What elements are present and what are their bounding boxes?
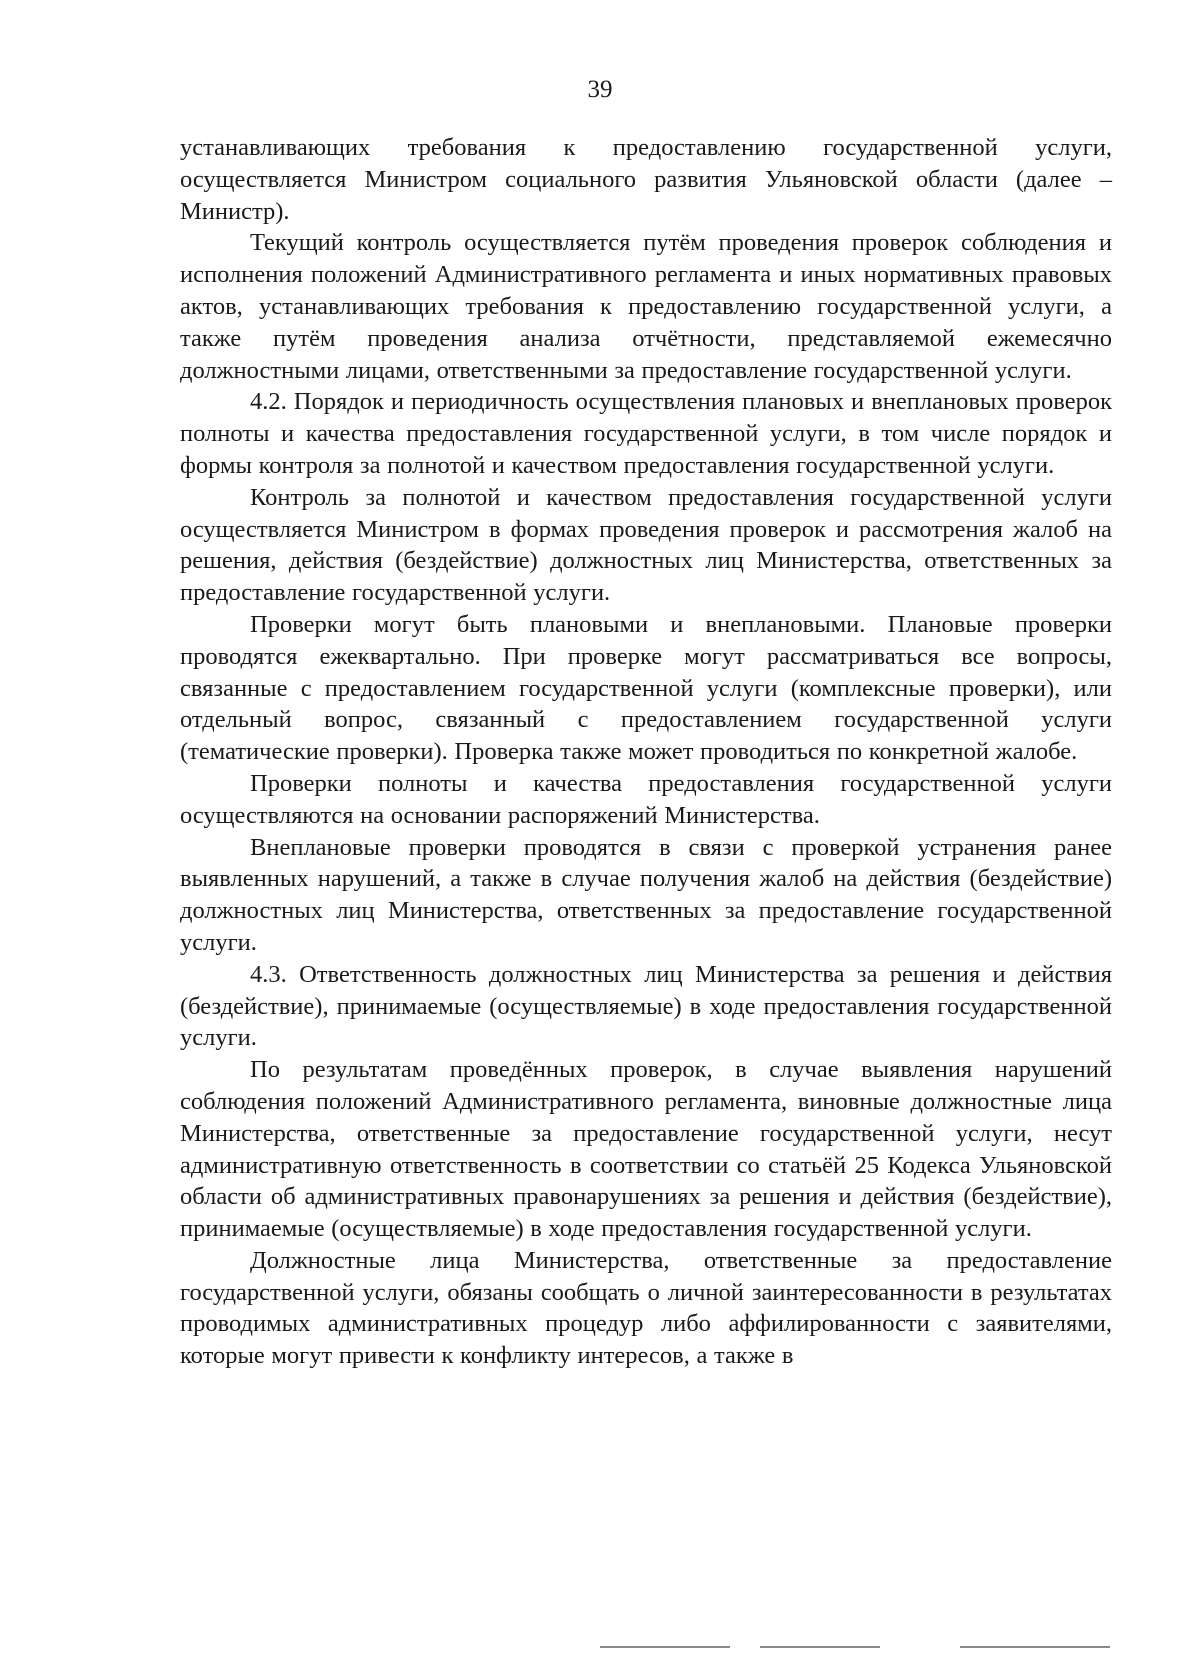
page-number: 39 [587,76,613,103]
scan-artifact-line [600,1646,730,1648]
paragraph-planned-checks: Проверки могут быть плановыми и внеплановыми. Плановые проверки проводятся ежеквартально. При проверке могут рассматриваться все вопросы, связанные с предоставлением государственной услуги (комплексные проверки), или отдельный вопрос, связанный с предоставлением государственной услуги (тематические проверки). Проверка также может проводиться по конкретной жалобе. [180,610,1112,766]
scan-artifact-line [960,1646,1110,1648]
document-body [180,132,1112,1372]
paragraph-liability: По результатам проведённых проверок, в случае выявления нарушений соблюдения положений Административного регламента, виновные должностные лица Министерства, ответственные за предоставление государственной услуги, несут административную ответственность в соответствии со статьёй 25 Кодекса Ульяновской области об административных правонарушениях за решения и действия (бездействие), принимаемые (осуществляемые) в ходе предоставления государственной услуги. [180,1056,1112,1243]
paragraph-check-basis: Проверки полноты и качества предоставления государственной услуги осуществляются на основании распоряжений Министерства. [180,769,1112,829]
scan-artifact-line [760,1646,880,1648]
section-heading-4-2: 4.2. Порядок и периодичность осуществления плановых и внеплановых проверок полноты и качества предоставления государственной услуги, в том числе порядок и формы контроля за полнотой и качеством предоставления государственной услуги. [180,388,1112,479]
paragraph-unplanned-checks: Внеплановые проверки проводятся в связи с проверкой устранения ранее выявленных нарушений, а также в случае получения жалоб на действия (бездействие) должностных лиц Министерства, ответственных за предоставление государственной услуги. [180,833,1112,956]
paragraph-continuation: устанавливающих требования к предоставлению государственной услуги, осуществляется Министром социального развития Ульяновской области (далее – Министр). [180,134,1112,225]
section-heading-4-3: 4.3. Ответственность должностных лиц Министерства за решения и действия (бездействие), принимаемые (осуществляемые) в ходе предоставления государственной услуги. [180,960,1112,1052]
paragraph-current-control: Текущий контроль осуществляется путём проведения проверок соблюдения и исполнения положений Административного регламента и иных нормативных правовых актов, устанавливающих требования к предоставлению государственной услуги, а также путём проведения анализа отчётности, представляемой ежемесячно должностными лицами, ответственными за предоставление государственной услуги. [180,229,1112,384]
paragraph-conflict-of-interest: Должностные лица Министерства, ответственные за предоставление государственной услуги, обязаны сообщать о личной заинтересованности в результатах проводимых административных процедур либо аффилированности с заявителями, которые могут привести к конфликту интересов, а также в [180,1246,1112,1370]
paragraph-quality-control: Контроль за полнотой и качеством предоставления государственной услуги осуществляется Министром в формах проведения проверок и рассмотрения жалоб на решения, действия (бездействие) должностных лиц Министерства, ответственных за предоставление государственной услуги. [180,483,1112,607]
